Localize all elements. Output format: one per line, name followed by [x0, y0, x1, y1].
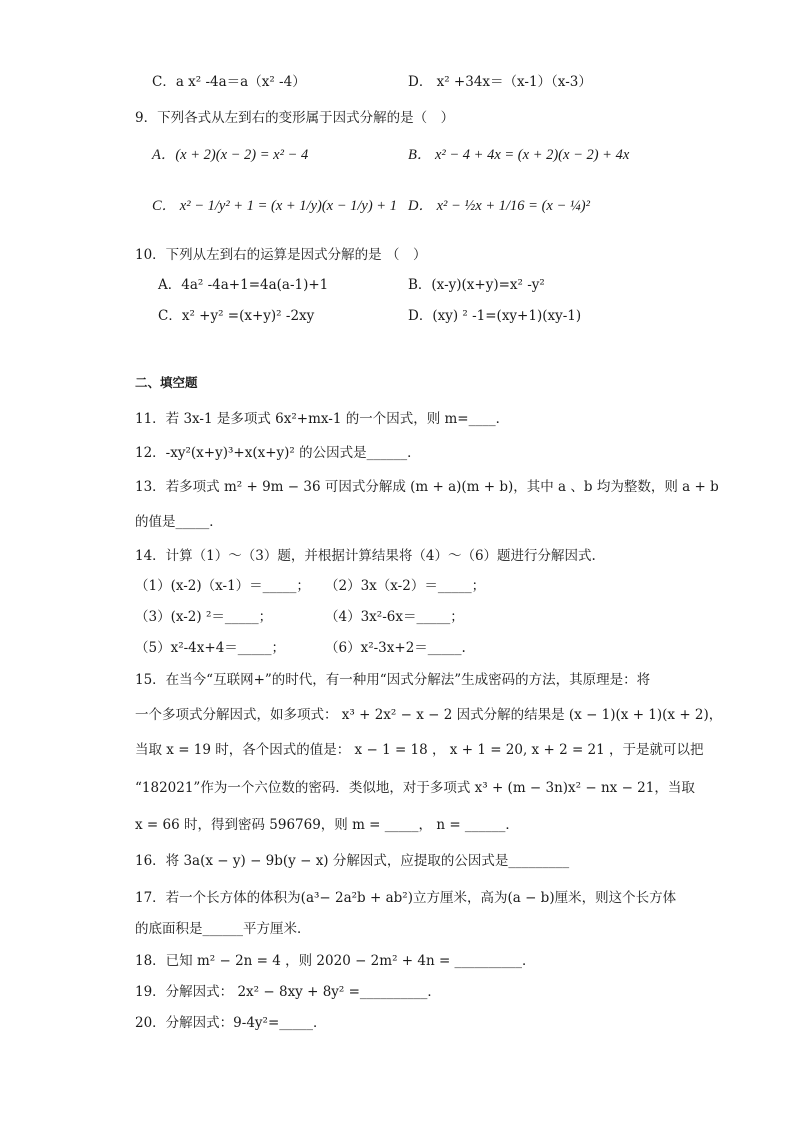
q10-option-c: C．x² +y² =(x+y)² -2xy [158, 308, 315, 324]
q9-option-d: D． x² − ½x + 1/16 = (x − ¼)² [408, 198, 590, 214]
q14-part-6: （6）x²-3x+2＝_____. [325, 640, 466, 656]
question-11: 11．若 3x-1 是多项式 6x²+mx-1 的一个因式，则 m=____． [135, 411, 510, 427]
question-16: 16．将 3a(x − y) − 9b(y − x) 分解因式，应提取的公因式是_________ [135, 853, 570, 869]
q15-line-3: 当取 x = 19 时，各个因式的值是： x − 1 = 18 ， x + 1 = 20, x + 2 = 21 ，于是就可以把 [135, 742, 704, 758]
q13-line-2: 的值是_____． [135, 514, 223, 530]
q14-part-1: （1）(x-2)（x-1）＝_____； [135, 578, 310, 594]
q10-stem: 10．下列从左到右的运算是因式分解的是 （ ） [135, 247, 427, 263]
q14-part-3: （3）(x-2) ²＝_____； [135, 609, 273, 625]
q15-line-1: 15．在当今“互联网+”的时代，有一种用“因式分解法”生成密码的方法，其原理是：将 [135, 672, 651, 688]
q9-option-b: B． x² − 4 + 4x = (x + 2)(x − 2) + 4x [408, 147, 630, 163]
q15-line-4: “182021”作为一个六位数的密码．类似地，对于多项式 x³ + (m − 3n)x² − nx − 21，当取 [135, 780, 695, 796]
q15-line-5: x = 66 时，得到密码 596769，则 m = _____， n = ______． [135, 817, 519, 833]
q15-line-2: 一个多项式分解因式，如多项式： x³ + 2x² − x − 2 因式分解的结果是 (x − 1)(x + 1)(x + 2)， [135, 707, 723, 723]
q10-option-d: D．(xy) ² -1=(xy+1)(xy-1) [408, 308, 582, 324]
q8-option-c: C．a x² -4a＝a（x² -4） [152, 74, 306, 90]
q14-part-2: （2）3x（x-2）＝_____； [325, 578, 486, 594]
q13-line-1: 13．若多项式 m² + 9m − 36 可因式分解成 (m + a)(m + b)，其中 a 、b 均为整数，则 a + b [135, 479, 719, 495]
q9-option-a: A．(x + 2)(x − 2) = x² − 4 [152, 147, 309, 163]
q17-line-2: 的底面积是______平方厘米． [135, 921, 311, 937]
q14-stem: 14．计算（1）～（3）题，并根据计算结果将（4）～（6）题进行分解因式. [135, 548, 596, 564]
question-20: 20．分解因式：9-4y²=_____． [135, 1015, 327, 1031]
q10-option-a: A．4a² -4a+1=4a(a-1)+1 [158, 277, 329, 293]
section-heading-fill-in: 二、填空题 [135, 375, 198, 390]
q14-part-5: （5）x²-4x+4＝_____； [135, 640, 286, 656]
q9-stem: 9．下列各式从左到右的变形属于因式分解的是（ ） [135, 110, 455, 126]
q9-option-c: C． x² − 1/y² + 1 = (x + 1/y)(x − 1/y) + 1 [152, 198, 397, 214]
q17-line-1: 17．若一个长方体的体积为(a³− 2a²b + ab²)立方厘米，高为(a − b)厘米，则这个长方体 [135, 890, 677, 906]
q8-option-d: D． x² +34x＝（x-1）（x-3） [408, 74, 592, 90]
question-19: 19．分解因式： 2x² − 8xy + 8y² =__________． [135, 984, 441, 1000]
q10-option-b: B．(x-y)(x+y)=x² -y² [408, 277, 545, 293]
question-18: 18．已知 m² − 2n = 4 ，则 2020 − 2m² + 4n = __________． [135, 953, 536, 969]
q14-part-4: （4）3x²-6x＝_____； [325, 609, 464, 625]
question-12: 12．-xy²(x+y)³+x(x+y)² 的公因式是______． [135, 445, 421, 461]
